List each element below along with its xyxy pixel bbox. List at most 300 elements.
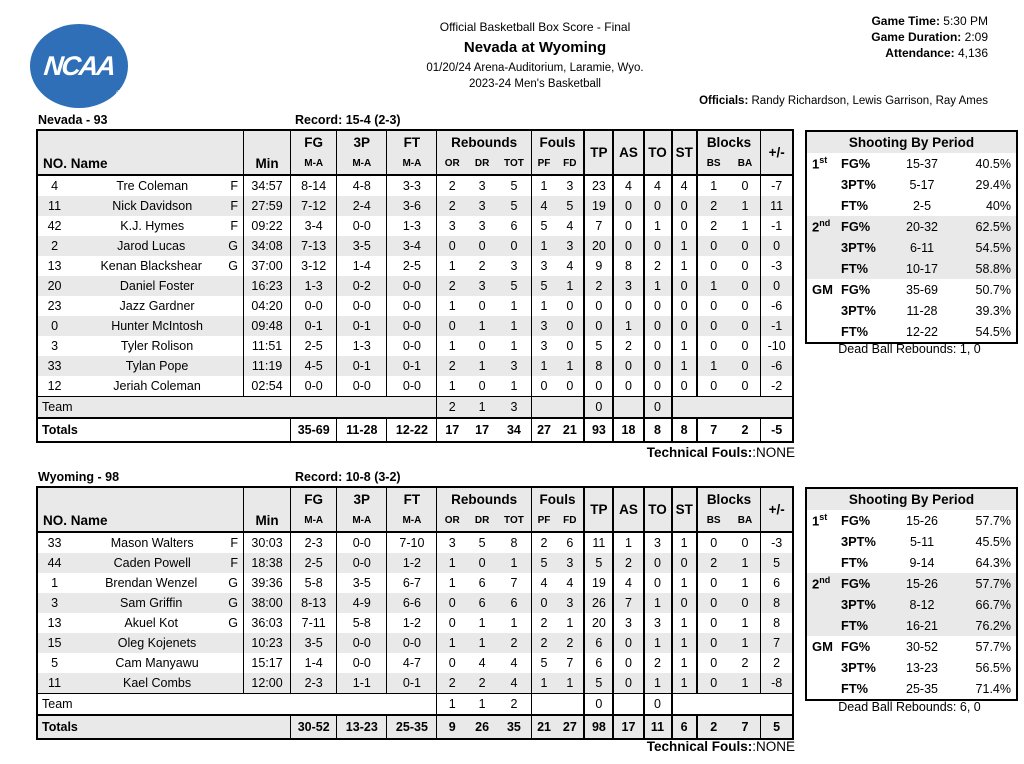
stat-p3: 0-0	[337, 553, 387, 573]
stat-tp: 20	[584, 236, 613, 256]
made-attempted: 25-35	[906, 681, 938, 696]
stat-st: 0	[672, 196, 697, 216]
player-row	[37, 653, 793, 673]
stat-pf: 4	[531, 196, 556, 216]
stat-p3: 2-4	[337, 196, 387, 216]
stat-fd: 0	[566, 298, 574, 313]
stat-label: 3PT%	[841, 303, 876, 318]
stat-tp: 20	[584, 613, 613, 633]
shooting-row	[807, 300, 1016, 321]
stat-to: 1	[644, 276, 672, 296]
stat-dr: 2	[478, 258, 486, 273]
shooting-row	[807, 321, 1016, 342]
stat-or: 0	[437, 236, 467, 256]
stat-pm: -3	[761, 256, 793, 276]
stat-label: 3PT%	[841, 660, 876, 675]
player-name: Tylan Pope	[125, 358, 189, 373]
percentage: 57.7%	[975, 639, 1011, 654]
stat-label: FG%	[841, 219, 871, 234]
shooting-row	[807, 678, 1016, 699]
stat-fd: 5	[566, 198, 574, 213]
col-tot: TOT	[497, 154, 531, 175]
stat-fd: 3	[566, 238, 574, 253]
stat-3p: 13-23	[337, 715, 387, 739]
stat-ft: 25-35	[387, 715, 437, 739]
stat-dr: 6	[478, 595, 486, 610]
stat-ba: 1	[741, 555, 749, 570]
nevada-box-score-table	[36, 129, 794, 443]
percentage: 64.3%	[975, 555, 1011, 570]
stat-name	[71, 256, 243, 276]
stat-as-empty	[613, 694, 643, 716]
stat-fd: 2	[566, 635, 574, 650]
percentage: 57.7%	[975, 513, 1011, 528]
stat-tot: 3	[510, 258, 518, 273]
stat-p3: 0-0	[337, 532, 387, 553]
stat-tot: 2	[510, 635, 518, 650]
stat-fd: 27	[556, 715, 584, 739]
made-attempted: 16-21	[906, 618, 938, 633]
stat-pm: -1	[761, 316, 793, 336]
stat-no: 12	[47, 378, 62, 393]
stat-st: 1	[672, 673, 697, 694]
stat-p3: 0-0	[337, 216, 387, 236]
stat-min: 09:48	[244, 316, 291, 336]
stat-p3: 0-1	[337, 356, 387, 376]
stat-dr: 3	[478, 278, 486, 293]
col-fd: FD	[556, 154, 584, 175]
stat-pm: -6	[761, 356, 793, 376]
stat-as: 18	[613, 418, 643, 442]
col-st: ST	[672, 130, 697, 175]
col-3p: 3P	[337, 487, 387, 511]
col-ft-ma: M-A	[387, 154, 437, 175]
stat-pm: 6	[761, 573, 793, 593]
nevada-shooting-box	[805, 130, 1018, 344]
col-fg: FG	[291, 487, 337, 511]
stat-tot: 5	[510, 278, 518, 293]
stat-no: 44	[47, 555, 62, 570]
player-name: Daniel Foster	[119, 278, 195, 293]
stat-label: FG%	[841, 513, 871, 528]
stat-as: 0	[613, 376, 643, 397]
player-row	[37, 256, 793, 276]
stat-name	[71, 553, 243, 573]
stat-tp: 0	[584, 694, 613, 716]
stat-st: 0	[672, 593, 697, 613]
percentage: 39.3%	[975, 303, 1011, 318]
player-row	[37, 593, 793, 613]
stat-name	[71, 336, 243, 356]
ncaa-logo-text: NCAA	[42, 50, 116, 81]
stat-ba: 1	[741, 218, 749, 233]
shooting-row	[807, 657, 1016, 678]
stat-name	[71, 593, 243, 613]
made-attempted: 5-11	[909, 534, 935, 549]
stat-as: 2	[613, 336, 643, 356]
stat-tp: 23	[584, 175, 613, 196]
stat-to: 0	[644, 553, 672, 573]
stat-dr: 0	[478, 238, 486, 253]
stat-or: 1	[437, 573, 467, 593]
stat-tp: 0	[584, 397, 613, 419]
stat-no: 4	[51, 178, 59, 193]
stat-ft: 0-0	[387, 376, 437, 397]
stat-tp: 8	[584, 356, 613, 376]
stat-ba: 0	[741, 298, 749, 313]
stat-fd: 0	[566, 378, 574, 393]
stat-tp: 9	[584, 256, 613, 276]
stat-tp: 0	[584, 376, 613, 397]
stat-tot: 5	[510, 198, 518, 213]
stat-min: 09:22	[244, 216, 291, 236]
stat-dr: 1	[478, 635, 486, 650]
stat-dr: 5	[478, 535, 486, 550]
stat-pf: 5	[531, 553, 556, 573]
stat-as: 0	[613, 356, 643, 376]
stat-fg: 1-4	[291, 653, 337, 673]
stat-pf: 3	[531, 316, 556, 336]
stat-label: FT%	[841, 618, 869, 633]
stat-p3: 3-5	[337, 236, 387, 256]
col-or: OR	[437, 511, 467, 532]
stat-pm: 2	[761, 653, 793, 673]
stat-fouls-empty	[531, 397, 584, 419]
player-row	[37, 216, 793, 236]
player-name: Mason Walters	[110, 535, 194, 550]
table-header	[37, 487, 793, 532]
player-row	[37, 532, 793, 553]
stat-min: 34:57	[244, 175, 291, 196]
stat-as: 3	[613, 613, 643, 633]
stat-no: 0	[51, 318, 59, 333]
stat-st: 1	[672, 532, 697, 553]
made-attempted: 15-26	[906, 576, 938, 591]
player-name: Kenan Blackshear	[100, 258, 202, 273]
stat-fd: 1	[566, 278, 574, 293]
stat-bs: 0	[697, 336, 730, 356]
stat-to: 1	[644, 673, 672, 694]
stat-p3: 4-9	[337, 593, 387, 613]
stat-no: 15	[47, 635, 62, 650]
player-row	[37, 376, 793, 397]
stat-fg: 0-1	[291, 316, 337, 336]
stat-p3: 0-1	[337, 316, 387, 336]
stat-tp: 5	[584, 336, 613, 356]
technical-fouls-value: :NONE	[752, 445, 795, 460]
player-name: Brendan Wenzel	[105, 575, 198, 590]
stat-bs: 2	[697, 196, 730, 216]
stat-ba: 7	[730, 715, 761, 739]
stat-pm: 5	[761, 715, 793, 739]
player-name: Tyler Rolison	[120, 338, 194, 353]
stat-fg: 7-13	[291, 236, 337, 256]
col-tot: TOT	[497, 511, 531, 532]
stat-min: 34:08	[244, 236, 291, 256]
stat-to: 0	[644, 573, 672, 593]
stat-ft: 0-0	[387, 633, 437, 653]
stat-min: 12:00	[244, 673, 291, 694]
stat-ba: 0	[741, 258, 749, 273]
stat-or: 2	[437, 175, 467, 196]
player-name: Jarod Lucas	[117, 238, 186, 253]
col-pf: PF	[531, 511, 556, 532]
stat-fg: 1-3	[291, 276, 337, 296]
stat-ft: 4-7	[387, 653, 437, 673]
stat-bs: 2	[697, 553, 730, 573]
stat-bs: 0	[697, 256, 730, 276]
player-row	[37, 276, 793, 296]
stat-st: 1	[672, 336, 697, 356]
stat-tot: 35	[497, 715, 531, 739]
col-fg-ma: M-A	[291, 511, 337, 532]
stat-tot: 1	[510, 378, 518, 393]
stat-no: 3	[51, 338, 59, 353]
col-as: AS	[613, 487, 643, 532]
stat-bs: 0	[697, 573, 730, 593]
player-row	[37, 356, 793, 376]
shooting-row	[807, 615, 1016, 636]
stat-pm: -6	[761, 296, 793, 316]
player-row	[37, 633, 793, 653]
stat-pf: 3	[531, 256, 556, 276]
stat-fg: 35-69	[291, 418, 337, 442]
stat-tot: 1	[510, 555, 518, 570]
col-dr: DR	[467, 511, 497, 532]
stat-tot: 6	[510, 218, 518, 233]
player-position: G	[228, 575, 239, 590]
stat-fd: 4	[566, 575, 574, 590]
stat-fd: 0	[566, 338, 574, 353]
col-to: TO	[644, 487, 672, 532]
stat-as: 1	[613, 316, 643, 336]
stat-pm: -8	[761, 673, 793, 694]
stat-fg: 2-5	[291, 336, 337, 356]
stat-to: 1	[644, 593, 672, 613]
stat-bs: 2	[697, 715, 730, 739]
stat-ft: 12-22	[387, 418, 437, 442]
stat-or: 1	[437, 694, 467, 716]
stat-bs: 1	[697, 175, 730, 196]
player-position: F	[230, 535, 239, 550]
made-attempted: 35-69	[906, 282, 938, 297]
stat-label: 3PT%	[841, 597, 876, 612]
player-position: F	[230, 198, 239, 213]
stat-fg: 30-52	[291, 715, 337, 739]
stat-dr: 1	[478, 318, 486, 333]
stat-pf: 3	[531, 336, 556, 356]
stat-or: 1	[437, 633, 467, 653]
stat-tp: 93	[584, 418, 613, 442]
percentage: 29.4%	[975, 177, 1011, 192]
col-or: OR	[437, 154, 467, 175]
stat-3p: 11-28	[337, 418, 387, 442]
stat-bs: 7	[697, 418, 730, 442]
player-position: G	[228, 595, 239, 610]
col-ft-ma: M-A	[387, 511, 437, 532]
stat-name	[71, 633, 243, 653]
stat-pf: 1	[531, 236, 556, 256]
percentage: 40%	[985, 198, 1011, 213]
game-time-line	[871, 13, 988, 29]
player-name: Oleg Kojenets	[117, 635, 197, 650]
stat-bs: 0	[697, 376, 730, 397]
made-attempted: 20-32	[906, 219, 938, 234]
stat-to: 0	[644, 356, 672, 376]
stat-rest-empty	[672, 397, 793, 419]
venue-line: 01/20/24 Arena-Auditorium, Laramie, Wyo.	[426, 62, 644, 74]
stat-tot: 4	[510, 655, 518, 670]
stat-as: 0	[613, 633, 643, 653]
shooting-title: Shooting By Period	[807, 132, 1016, 153]
wyoming-shooting-box	[805, 487, 1018, 701]
stat-st: 0	[672, 376, 697, 397]
stat-no: 11	[48, 198, 62, 213]
stat-fg: 3-5	[291, 633, 337, 653]
stat-dr: 2	[478, 675, 486, 690]
ncaa-logo	[30, 24, 128, 108]
stat-tp: 98	[584, 715, 613, 739]
stat-fg: 2-5	[291, 553, 337, 573]
stat-label: FT%	[841, 198, 869, 213]
stat-no: 33	[47, 535, 62, 550]
stat-p3: 0-0	[337, 376, 387, 397]
stat-dr: 0	[478, 338, 486, 353]
stat-or: 1	[437, 376, 467, 397]
stat-or: 0	[437, 613, 467, 633]
col-pf: PF	[531, 154, 556, 175]
stat-pm: 0	[761, 236, 793, 256]
stat-to: 0	[644, 316, 672, 336]
stat-ba: 1	[741, 615, 749, 630]
stat-min: 36:03	[244, 613, 291, 633]
shooting-row	[807, 510, 1016, 531]
player-position: G	[228, 258, 239, 273]
wyoming-box-score-table	[36, 486, 794, 740]
stat-or: 1	[437, 296, 467, 316]
stat-fg: 8-13	[291, 593, 337, 613]
percentage: 62.5%	[975, 219, 1011, 234]
stat-pf: 4	[531, 573, 556, 593]
stat-tp: 7	[584, 216, 613, 236]
stat-tot: 1	[510, 615, 518, 630]
player-name: K.J. Hymes	[120, 218, 185, 233]
stat-tp: 5	[584, 553, 613, 573]
stat-dr: 0	[478, 298, 486, 313]
stat-dr: 4	[478, 655, 486, 670]
shooting-row	[807, 216, 1016, 237]
stat-p3: 0-2	[337, 276, 387, 296]
player-row	[37, 316, 793, 336]
stat-name	[71, 573, 243, 593]
stat-pf: 1	[531, 175, 556, 196]
stat-or: 2	[437, 673, 467, 694]
stat-pf: 1	[531, 673, 556, 694]
made-attempted: 15-37	[906, 156, 938, 171]
attendance-line	[871, 45, 988, 61]
stat-st: 1	[672, 613, 697, 633]
attendance-label: Attendance:	[885, 46, 955, 60]
player-position: F	[230, 178, 239, 193]
stat-min: 38:00	[244, 593, 291, 613]
stat-st: 1	[672, 653, 697, 673]
stat-ft: 0-0	[387, 296, 437, 316]
team-rebounds-row	[37, 397, 793, 419]
stat-bs: 0	[697, 532, 730, 553]
stat-bs: 0	[697, 296, 730, 316]
stat-fg: 8-14	[291, 175, 337, 196]
stat-as: 4	[613, 573, 643, 593]
col-min: Min	[244, 130, 291, 175]
stat-dr: 6	[478, 575, 486, 590]
game-meta	[871, 13, 988, 61]
stat-as: 0	[613, 196, 643, 216]
stat-name	[71, 673, 243, 694]
player-name: Caden Powell	[113, 555, 191, 570]
stat-dr: 3	[478, 198, 486, 213]
stat-tot: 6	[510, 595, 518, 610]
game-duration-value: 2:09	[964, 30, 988, 44]
shooting-row	[807, 279, 1016, 300]
stat-no: 42	[47, 218, 62, 233]
game-title: Nevada at Wyoming	[463, 39, 607, 56]
stat-bs: 0	[697, 613, 730, 633]
stat-dr: 1	[478, 615, 486, 630]
stat-st: 6	[672, 715, 697, 739]
stat-pm: 8	[761, 613, 793, 633]
col-plus-minus: +/-	[761, 130, 793, 175]
player-name: Kael Combs	[123, 675, 192, 690]
stat-dr: 1	[478, 358, 486, 373]
table-header	[37, 130, 793, 175]
stat-st: 0	[672, 216, 697, 236]
player-row	[37, 296, 793, 316]
game-duration-label: Game Duration:	[871, 30, 962, 44]
col-ft: FT	[387, 130, 437, 154]
percentage: 58.8%	[975, 261, 1011, 276]
season-line: 2023-24 Men's Basketball	[469, 78, 601, 90]
col-min: Min	[244, 487, 291, 532]
made-attempted: 11-28	[906, 303, 938, 318]
stat-tot: 0	[510, 238, 518, 253]
percentage: 54.5%	[975, 324, 1011, 339]
col-tp: TP	[584, 487, 613, 532]
player-row	[37, 336, 793, 356]
player-row	[37, 613, 793, 633]
col-ba: BA	[730, 154, 761, 175]
col-no-name: NO. Name	[37, 130, 244, 175]
stat-ft: 0-1	[387, 673, 437, 694]
stat-p3: 0-0	[337, 653, 387, 673]
stat-pf: 21	[531, 715, 556, 739]
stat-label: 3PT%	[841, 240, 876, 255]
stat-fg: 0-0	[291, 296, 337, 316]
percentage: 71.4%	[975, 681, 1011, 696]
stat-min: 15:17	[244, 653, 291, 673]
stat-as: 1	[613, 532, 643, 553]
stat-no: 3	[51, 595, 59, 610]
player-name: Nick Davidson	[112, 198, 193, 213]
stat-fouls-empty	[531, 694, 584, 716]
period-label: 1st	[812, 155, 828, 172]
stat-pf: 0	[531, 376, 556, 397]
stat-no: 23	[47, 298, 62, 313]
stat-fd: 3	[566, 595, 574, 610]
shooting-row	[807, 552, 1016, 573]
stat-or: 0	[437, 316, 467, 336]
shooting-row	[807, 153, 1016, 174]
stat-ba: 0	[741, 318, 749, 333]
